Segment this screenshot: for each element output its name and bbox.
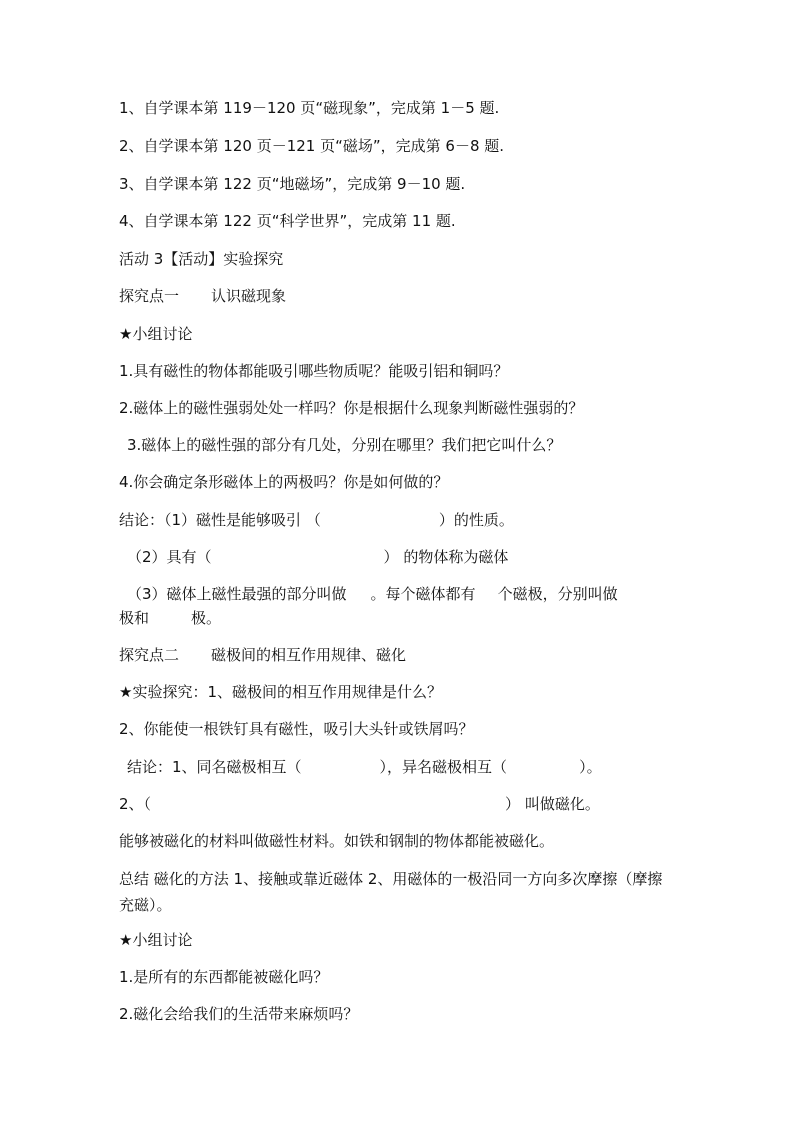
conclusion2-line1 <box>127 757 602 777</box>
question1-1: 1.具有磁性的物体都能吸引哪些物质呢？能吸引铝和铜吗？ <box>119 362 509 380</box>
conclusion1-text-c: （2）具有（ <box>127 548 212 566</box>
conclusion1-text-g: 个磁极，分别叫做 <box>497 585 618 603</box>
magnetic-material-text: 能够被磁化的材料叫做磁性材料。如铁和钢制的物体都能被磁化。 <box>119 832 555 850</box>
point2-label: 探究点二 <box>119 646 180 664</box>
point1-heading <box>119 286 286 306</box>
conclusion2-text-c: ）。 <box>579 758 602 776</box>
question2-2: 2.磁化会给我们的生活带来麻烦吗？ <box>119 1005 359 1023</box>
question1-3: 3.磁体上的磁性强的部分有几处，分别在哪里？我们把它叫什么？ <box>127 436 562 454</box>
point1-title: 认识磁现象 <box>211 287 287 305</box>
conclusion1-text-i: 极。 <box>191 609 222 627</box>
conclusion1-text-f: 。每个磁体都有 <box>370 585 476 603</box>
point2-heading <box>119 645 406 665</box>
conclusion1-text-e: （3）磁体上磁性最强的部分叫做 <box>127 585 347 603</box>
experiment-q1: ★实验探究：1、磁极间的相互作用规律是什么？ <box>119 683 442 701</box>
discussion-heading: ★小组讨论 <box>119 325 193 343</box>
conclusion2-line2 <box>119 794 600 814</box>
conclusion1-line1 <box>119 510 514 530</box>
activity-heading: 活动 3【活动】实验探究 <box>119 250 284 268</box>
conclusion2-text-e: ） 叫做磁化。 <box>505 795 600 813</box>
conclusion1-line2 <box>127 547 508 567</box>
conclusion2-text-b: ），异名磁极相互（ <box>379 758 508 776</box>
conclusion1-text-h: 极和 <box>119 609 150 627</box>
task-2: 2、自学课本第 120 页－121 页“磁场”，完成第 6－8 题. <box>119 137 505 155</box>
discussion2-heading: ★小组讨论 <box>119 931 193 949</box>
question1-4: 4.你会确定条形磁体上的两极吗？你是如何做的？ <box>119 473 449 491</box>
task-4: 4、自学课本第 122 页“科学世界”，完成第 11 题. <box>119 212 456 230</box>
conclusion1-text-d: ） 的物体称为磁体 <box>383 548 509 566</box>
conclusion1-text-a: 结论：（1）磁性是能够吸引 （ <box>119 511 321 529</box>
conclusion2-text-a: 结论：1、同名磁极相互（ <box>127 758 302 776</box>
task-3: 3、自学课本第 122 页“地磁场”，完成第 9－10 题. <box>119 175 466 193</box>
question2-1: 1.是所有的东西都能被磁化吗？ <box>119 968 329 986</box>
point1-label: 探究点一 <box>119 287 180 305</box>
conclusion1-line3 <box>127 584 618 604</box>
question1-2: 2.磁体上的磁性强弱处处一样吗？你是根据什么现象判断磁性强弱的？ <box>119 399 584 417</box>
conclusion1-line4 <box>119 608 221 628</box>
conclusion1-text-b: ）的性质。 <box>438 511 514 529</box>
task-1: 1、自学课本第 119－120 页“磁现象”，完成第 1－5 题. <box>119 99 500 117</box>
experiment-q2: 2、你能使一根铁钉具有磁性，吸引大头针或铁屑吗？ <box>119 720 474 738</box>
conclusion2-text-d: 2、（ <box>119 795 152 813</box>
point2-title: 磁极间的相互作用规律、磁化 <box>211 646 407 664</box>
summary-text: 总结 磁化的方法 1、接触或靠近磁体 2、用磁体的一极沿同一方向多次摩擦（摩擦充磁）。 <box>119 870 663 914</box>
